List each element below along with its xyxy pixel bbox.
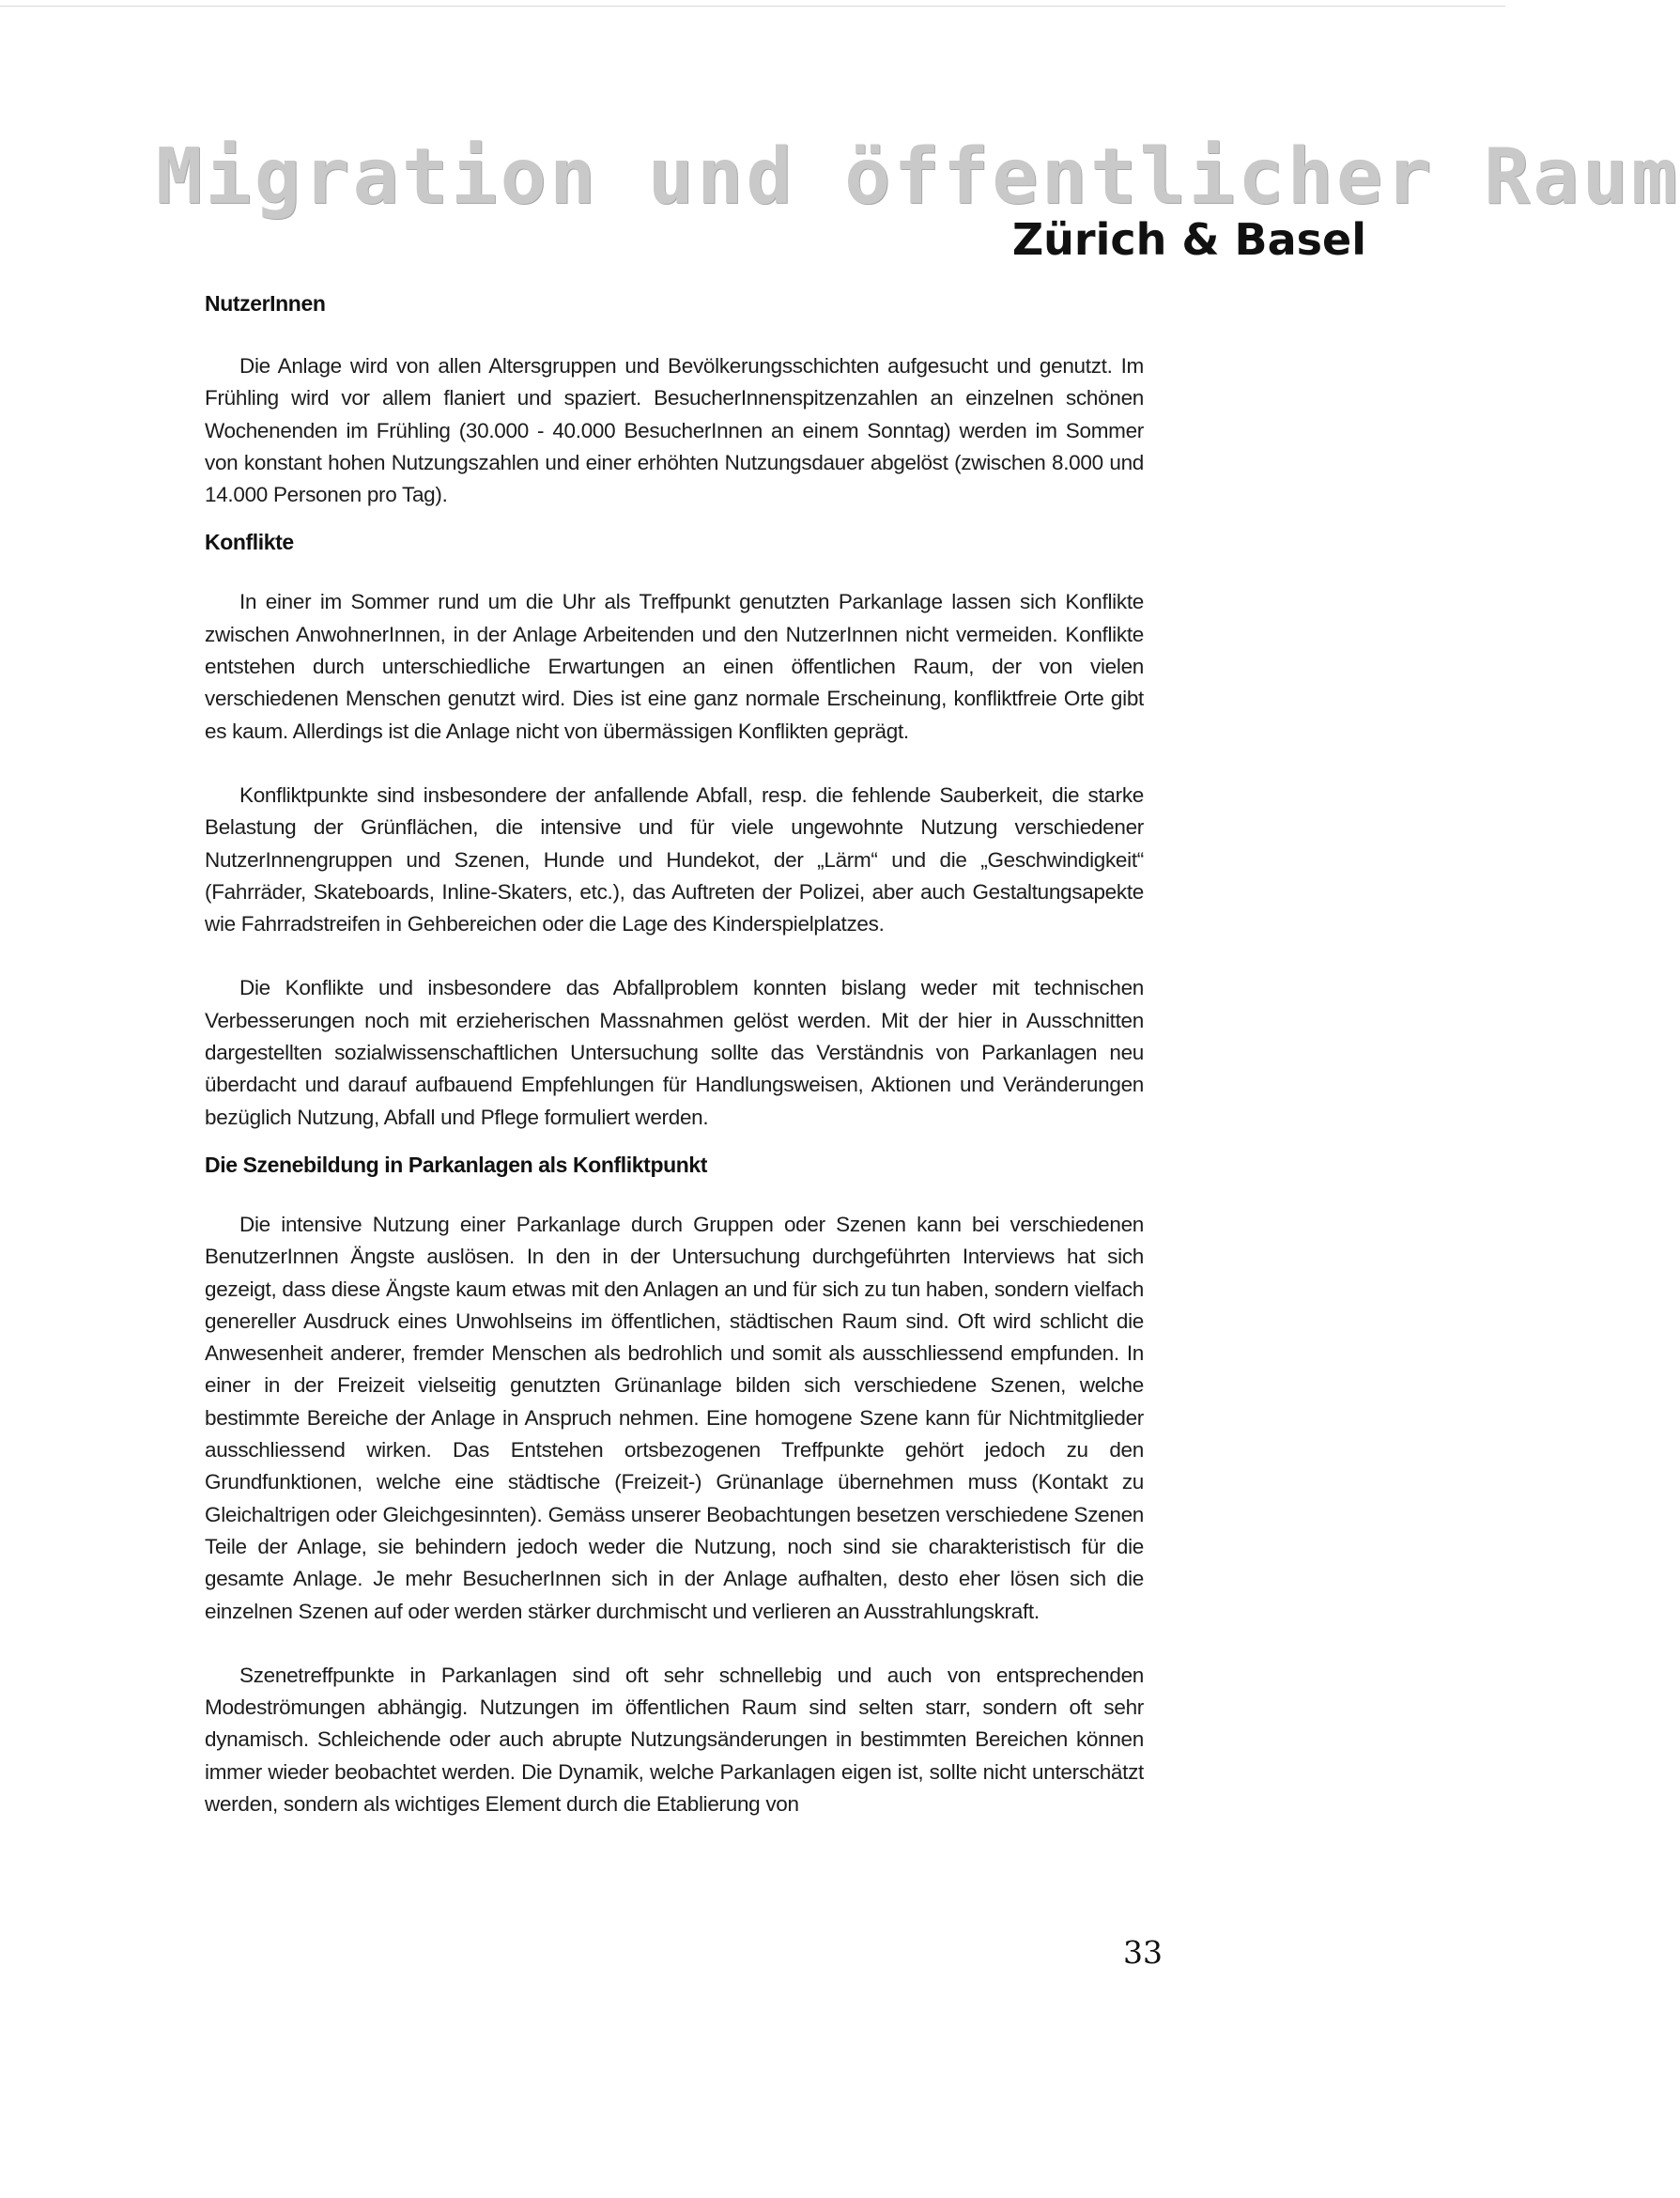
section-nutzerinnen <box>205 286 1144 511</box>
section-heading: Konflikte <box>205 530 294 555</box>
paragraph: Die Konflikte und insbesondere das Abfallproblem konnten bislang weder mit technischen Verbesserungen noch mit erzieherischen Massnahmen gelöst werden. Mit der hier in Ausschnitten dargestellten sozialwissenschaftlichen Untersuchung sollte das Verständnis von Parkanlagen neu überdacht und darauf aufbauend Empfehlungen für Handlungsweisen, Aktionen und Veränderungen bezüglich Nutzung, Abfall und Pflege formuliert werden. <box>205 976 1144 1129</box>
article-body <box>205 282 1144 1820</box>
paragraph: In einer im Sommer rund um die Uhr als Treffpunkt genutzten Parkanlage lassen sich Konflikte zwischen AnwohnerInnen, in der Anlage Arbeitenden und den NutzerInnen nicht vermeiden. Konflikte entstehen durch unterschiedliche Erwartungen an einen öffentlichen Raum, der von vielen verschiedenen Menschen genutzt wird. Dies ist eine ganz normale Erscheinung, konfliktfreie Orte gibt es kaum. Allerdings ist die Anlage nicht von übermässigen Konflikten geprägt. <box>205 590 1144 743</box>
paragraph: Die Anlage wird von allen Altersgruppen und Bevölkerungsschichten aufgesucht und genutzt. Im Frühling wird vor allem flaniert und spaziert. BesucherInnenspitzenzahlen an einzelnen schönen Wochenenden im Frühling (30.000 - 40.000 BesucherInnen an einem Sonntag) werden im Sommer von konstant hohen Nutzungszahlen und einer erhöhten Nutzungsdauer abgelöst (zwischen 8.000 und 14.000 Personen pro Tag). <box>205 354 1144 507</box>
paragraph: Die intensive Nutzung einer Parkanlage durch Gruppen oder Szenen kann bei verschiedenen BenutzerInnen Ängste auslösen. In den in der Untersuchung durchgeführten Interviews hat sich gezeigt, dass diese Ängste kaum etwas mit den Anlagen an und für sich zu tun haben, sondern vielfach genereller Ausdruck eines Unwohlseins im öffentlichen, städtischen Raum sind. Oft wird schlicht die Anwesenheit anderer, fremder Menschen als bedrohlich und somit als ausschliessend empfunden. In einer in der Freizeit vielseitig genutzten Grünanlage bilden sich verschiedene Szenen, welche bestimmte Bereiche der Anlage in Anspruch nehmen. Eine homogene Szene kann für Nichtmitglieder ausschliessend wirken. Das Entstehen ortsbezogenen Treffpunkte gehört jedoch zu den Grundfunktionen, welche eine städtische (Freizeit-) Grünanlage übernehmen muss (Kontakt zu Gleichaltrigen oder Gleichgesinnten). Gemäss unserer Beobachtungen besetzen verschiedene Szenen Teile der Anlage, sie behindern jedoch weder die Nutzung, noch sind sie charakteristisch für die gesamte Anlage. Je mehr BesucherInnen sich in der Anlage aufhalten, desto eher lösen sich die einzelnen Szenen auf oder werden stärker durchmischt und verlieren an Ausstrahlungskraft. <box>205 1212 1144 1623</box>
paragraph: Szenetreffpunkte in Parkanlagen sind oft sehr schnellebig und auch von entsprechenden Modeströmungen abhängig. Nutzungen im öffentlichen Raum sind selten starr, sondern oft sehr dynamisch. Schleichende oder auch abrupte Nutzungsänderungen in bestimmten Bereichen können immer wieder beobachtet werden. Die Dynamik, welche Parkanlagen eigen ist, sollte nicht unterschätzt werden, sondern als wichtiges Element durch die Etablierung von <box>205 1663 1144 1816</box>
page-header <box>0 0 1680 265</box>
page-title: Migration und öffentlicher Raum <box>156 132 1680 222</box>
paragraph: Konfliktpunkte sind insbesondere der anfallende Abfall, resp. die fehlende Sauberkeit, die starke Belastung der Grünflächen, die intensive und für viele ungewohnte Nutzung verschiedener NutzerInnengruppen und Szenen, Hunde und Hundekot, der „Lärm“ und die „Geschwindigkeit“ (Fahrräder, Skateboards, Inline-Skaters, etc.), das Auftreten der Polizei, aber auch Gestaltungsapekte wie Fahrradstreifen in Gehbereichen oder die Lage des Kinderspielplatzes. <box>205 782 1144 936</box>
section-heading: Die Szenebildung in Parkanlagen als Konfliktpunkt <box>205 1152 708 1177</box>
section-szenebildung <box>205 1148 1144 1820</box>
page-number: 33 <box>1123 1934 1163 1971</box>
section-heading: NutzerInnen <box>205 291 326 316</box>
page-subtitle: Zürich & Basel <box>1011 214 1366 265</box>
section-konflikte <box>205 525 1144 1133</box>
